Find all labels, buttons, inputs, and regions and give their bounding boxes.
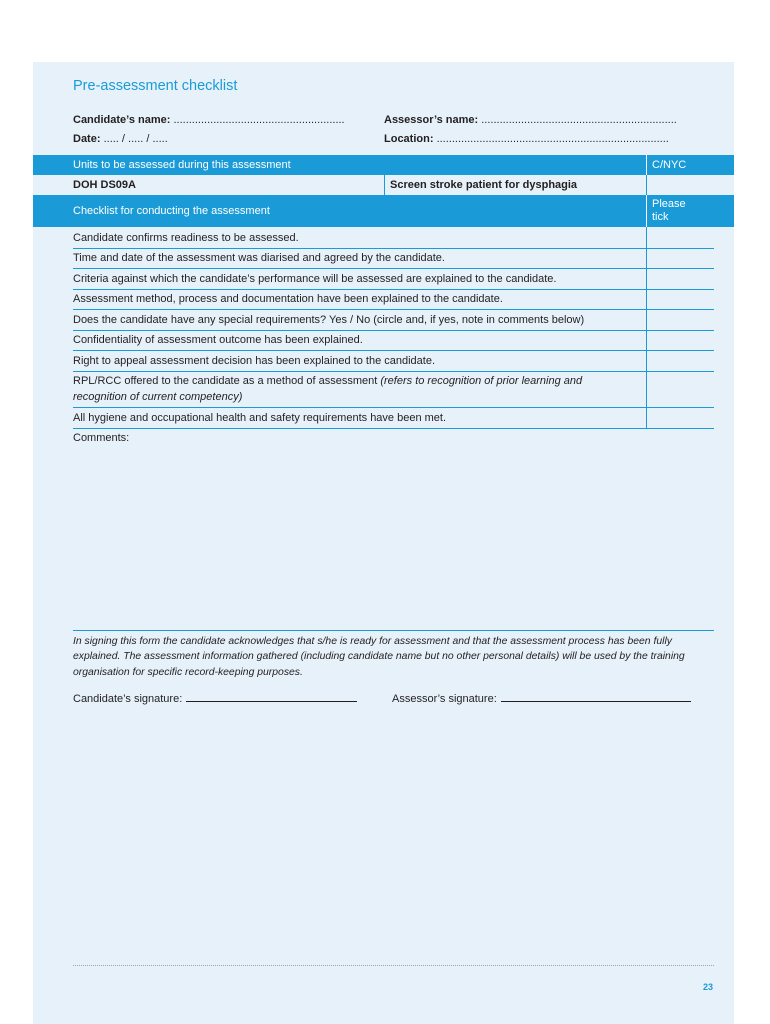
tick-box[interactable] xyxy=(646,407,647,428)
checklist-item-text: Does the candidate have any special requirements? Yes / No (circle and, if yes, note in comments below) xyxy=(73,314,585,326)
checklist-item-text xyxy=(73,373,633,405)
checklist-item xyxy=(73,371,714,408)
tick-box[interactable] xyxy=(646,227,647,248)
checklist-header-tick xyxy=(652,198,686,224)
unit-code: DOH DS09A xyxy=(73,179,136,191)
units-header xyxy=(33,155,734,175)
unit-divider xyxy=(384,175,385,195)
checklist-header-divider xyxy=(646,195,647,227)
assessor-name-value[interactable]: ................................................................ xyxy=(481,114,677,126)
date-field[interactable] xyxy=(73,133,168,145)
date-label: Date: xyxy=(73,133,101,145)
candidate-signature xyxy=(73,690,357,705)
footer-divider xyxy=(73,965,714,966)
checklist-item xyxy=(73,227,714,249)
page-title: Pre-assessment checklist xyxy=(73,78,238,94)
please-label: Please xyxy=(652,198,686,210)
checklist-item-text: Candidate confirms readiness to be assessed. xyxy=(73,232,299,244)
tick-box[interactable] xyxy=(646,350,647,371)
assessor-signature-line[interactable] xyxy=(501,690,691,702)
tick-box[interactable] xyxy=(646,268,647,289)
unit-result-divider xyxy=(646,175,647,195)
checklist-item xyxy=(73,350,714,372)
checklist-header-label: Checklist for conducting the assessment xyxy=(73,205,270,217)
checklist-item-text: Criteria against which the candidate’s performance will be assessed are explained to the candidate. xyxy=(73,273,557,285)
checklist-item xyxy=(73,330,714,351)
assessor-name-label: Assessor’s name: xyxy=(384,114,479,126)
checklist-item-text: Assessment method, process and documentation have been explained to the candidate. xyxy=(73,293,503,305)
unit-row xyxy=(33,175,734,196)
location-field[interactable] xyxy=(384,133,669,145)
units-header-divider xyxy=(646,155,647,175)
checklist-header xyxy=(33,195,734,227)
assessor-signature xyxy=(392,690,691,705)
tick-label: tick xyxy=(652,211,669,223)
page-number: 23 xyxy=(703,982,714,992)
date-value[interactable]: ..... / ..... / ..... xyxy=(103,133,168,145)
checklist-item xyxy=(73,289,714,310)
checklist-item xyxy=(73,309,714,331)
assessor-signature-label: Assessor’s signature: xyxy=(392,693,497,705)
checklist-item-text: Time and date of the assessment was diarised and agreed by the candidate. xyxy=(73,252,445,264)
candidate-name-field[interactable] xyxy=(73,114,345,126)
tick-box[interactable] xyxy=(646,289,647,309)
candidate-name-label: Candidate’s name: xyxy=(73,114,171,126)
checklist-item-text: Confidentiality of assessment outcome has been explained. xyxy=(73,334,363,346)
units-header-cnyc: C/NYC xyxy=(652,159,687,171)
candidate-signature-label: Candidate’s signature: xyxy=(73,693,183,705)
location-value[interactable]: ............................................................................ xyxy=(436,133,669,145)
tick-box[interactable] xyxy=(646,330,647,350)
checklist-item-text: Right to appeal assessment decision has been explained to the candidate. xyxy=(73,355,436,367)
checklist-item-note: (refers to recognition of prior learning and recognition of current competency) xyxy=(73,375,583,403)
location-label: Location: xyxy=(384,133,434,145)
candidate-name-value[interactable]: ........................................................ xyxy=(173,114,345,126)
checklist-item-main: RPL/RCC offered to the candidate as a method of assessment xyxy=(73,375,381,387)
checklist-item xyxy=(73,248,714,269)
units-header-label: Units to be assessed during this assessment xyxy=(73,159,291,171)
comments-area[interactable] xyxy=(73,450,714,628)
comments-divider xyxy=(73,630,714,631)
form-page xyxy=(33,62,734,1024)
acknowledgement-text: In signing this form the candidate acknowledges that s/he is ready for assessment and that the assessment process has been fully explained. The assessment information gathered (including candidate name but no other personal details) will be used by the training organisation for specific record-keeping purposes. xyxy=(73,636,685,678)
tick-box[interactable] xyxy=(646,248,647,268)
unit-title: Screen stroke patient for dysphagia xyxy=(390,179,578,191)
checklist-item xyxy=(73,407,714,429)
candidate-signature-line[interactable] xyxy=(186,690,357,702)
tick-box[interactable] xyxy=(646,309,647,330)
checklist-item xyxy=(73,268,714,290)
assessor-name-field[interactable] xyxy=(384,114,677,126)
comments-label: Comments: xyxy=(73,432,130,444)
tick-box[interactable] xyxy=(646,371,647,407)
checklist-item-text: All hygiene and occupational health and safety requirements have been met. xyxy=(73,412,447,424)
